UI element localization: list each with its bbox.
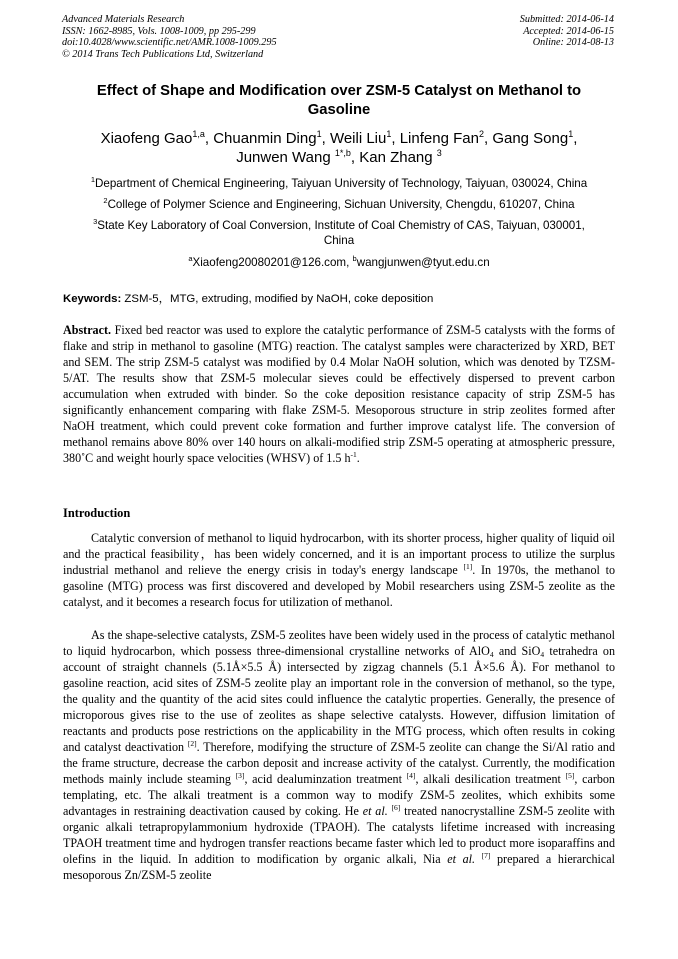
author-separator: , [391,130,400,147]
author-separator: , [350,149,360,166]
email-mark: b [352,254,357,263]
affiliation-text: State Key Laboratory of Coal Conversion, Institute of Coal Chemistry of CAS, Taiyuan, 030001, [97,219,585,232]
journal-header-right [520,14,614,49]
subscript: 4 [540,650,545,659]
affiliation-1 [60,177,618,192]
journal-name: Advanced Materials Research [62,14,185,25]
abstract-label: Abstract. [63,323,112,337]
citation-ref[interactable]: [4] [406,771,416,780]
author-affiliation-mark: 1 [568,129,574,139]
paragraph-text: and SiO [493,644,541,658]
affiliation-mark: 1 [90,175,95,184]
affiliation-2 [60,198,618,213]
paragraph-text: , carbon templating, etc. The alkali treatment is a common way to modify ZSM-5 zeolites, which exhibits some advantages in restraining deactivation caused by coking. He [63,772,615,818]
author-line [60,129,618,148]
accepted-date: Accepted: 2014-06-15 [523,25,614,37]
citation-ref[interactable]: [1] [463,562,473,571]
paper-title [60,82,618,120]
copyright-line: © 2014 Trans Tech Publications Ltd, Switzerland [62,48,264,60]
paragraph-text: prepared a hierarchical mesoporous Zn/ZSM-5 zeolite [63,852,615,882]
email-link[interactable]: Xiaofeng20080201@126.com, [192,256,353,269]
affiliation-line: China [323,233,355,247]
author-emails [60,256,618,271]
author-affiliation-mark: 1,a [192,129,205,139]
keywords-text: ZSM-5，MTG, extruding, modified by NaOH, coke deposition [121,293,434,305]
affiliation-3 [60,219,618,248]
unit-exponent: -1 [350,450,357,459]
author-list [60,129,618,167]
subscript: 4 [489,650,494,659]
intro-paragraph-1 [63,530,615,610]
paragraph-text: , acid dealuminzation treatment [244,772,407,786]
abstract-text: Fixed bed reactor was used to explore the catalytic performance of ZSM-5 catalysts with the forms of flake and strip in methanol to gasoline (MTG) reaction. The catalyst samples were characterized by XRD, BET and SEM. The strip ZSM-5 catalyst was modified by 0.4 Molar NaOH solution, which was denoted by TZSM-5/AT. The results show that ZSM-5 molecular sieves could be effectively dispersed to prevent carbon accumulation when extruded with binder. So the coke deposition resistance capacity of strip ZSM-5 has significantly enhancement comparing with flake ZSM-5. Mesoporous structure in strip zeolites formed after NaOH treatment, which could prevent coke formation and further improve catalyst life. The conversion of methanol remains above 80% over 140 hours on alkali-modified strip ZSM-5 operating at atmospheric pressure, 380˚C and weight hourly space velocities (WHSV) of 1.5 h [63,323,615,465]
citation-ref[interactable]: [6] [391,803,401,812]
author-separator: , [483,130,493,147]
citation-ref[interactable]: [5] [565,771,575,780]
keywords-label: Keywords: [63,293,122,305]
online-date: Online: 2014-08-13 [532,37,614,49]
affiliation-line [60,219,618,234]
author-line [60,148,618,167]
intro-paragraph-2 [63,627,615,883]
author-name: Junwen Wang [236,149,331,166]
issn-line: ISSN: 1662-8985, Vols. 1008-1009, pp 295-299 [62,25,256,37]
paragraph-text: treated nanocrystalline ZSM-5 zeolite with organic alkali tetrapropylammonium hydroxide (TPAOH). The catalysts lifetime increased with increasing TPAOH treatment time and hydrogen transfer reactions became faster which led to product more isoparaffins and olefins in the liquid. In addition to modification by organic alkali, Nia [63,804,615,866]
author-name: Linfeng Fan [399,130,479,147]
abstract-end: . [356,451,360,465]
author-affiliation-mark: 1 [386,129,392,139]
author-separator: , [321,130,330,147]
paragraph-text: Catalytic conversion of methanol to liquid hydrocarbon, with its shorter process, higher quality of liquid oil and the practical feasibility，has been widely concerned, and it is an important process to utilize the surplus industrial methanol and relieve the energy crisis in today's energy landscape [63,531,615,577]
affiliation-mark: 2 [103,196,108,205]
affiliation-text: College of Polymer Science and Engineering, Sichuan University, Chengdu, 610207, China [107,198,575,211]
author-affiliation-mark: 2 [478,129,484,139]
paragraph-text: . In 1970s, the methanol to gasoline (MTG) process was first discovered and developed by Mobil researchers using ZSM-5 zeolite as the catalyst, and it becomes a research focus for utilization of methanol. [63,563,615,609]
email-mark: a [188,254,193,263]
title-line: Gasoline [307,102,371,118]
paragraph-text: , alkali desilication treatment [415,772,566,786]
journal-header-left [62,14,277,60]
email-link[interactable]: wangjunwen@tyut.edu.cn [356,256,490,269]
et-al: et al. [447,852,475,866]
author-affiliation-mark: 3 [436,148,442,158]
doi-line[interactable]: doi:10.4028/www.scientific.net/AMR.1008-1009.295 [62,37,277,49]
author-name: Xiaofeng Gao [100,130,193,147]
affiliation-mark: 3 [93,217,98,226]
keywords [63,292,618,306]
section-heading-introduction: Introduction [63,506,131,520]
author-separator: , [204,130,214,147]
abstract [63,322,615,466]
et-al: et al. [362,804,388,818]
author-affiliation-mark: 1*,b [334,148,351,158]
paragraph-text: As the shape-selective catalysts, ZSM-5 zeolites have been widely used in the process of catalytic methanol to liquid hydrocarbon, which possess three-dimensional crystalline networks of AlO [63,628,615,658]
submitted-date: Submitted: 2014-06-14 [519,14,614,25]
paragraph-text: tetrahedra on account of straight channels (5.1Å×5.5 Å) intersected by zigzag channels (5.1 Å×5.6 Å). For methanol to gasoline reaction, acid sites of ZSM-5 zeolite play an important role in the conversion of methanol, so the type, the quality and the quantity of the acid sites could influence the catalytic properties. Generally, the presence of microporous gives rise to the use of zeolites as shape selective catalysts. However, diffusion limitation of reactants and products pose restrictions on the applicability in the MTG process, which often results in coking and catalyst deactivation [63,644,616,754]
author-name: Weili Liu [329,130,387,147]
author-name: Gang Song [492,130,569,147]
author-name: Kan Zhang [359,149,433,166]
author-affiliation-mark: 1 [316,129,322,139]
title-line: Effect of Shape and Modification over ZSM-5 Catalyst on Methanol to [96,83,582,99]
author-name: Chuanmin Ding [213,130,317,147]
affiliation-text: Department of Chemical Engineering, Taiyuan University of Technology, Taiyuan, 030024, China [95,177,588,190]
citation-ref[interactable]: [2] [187,739,197,748]
citation-ref[interactable]: [3] [235,771,245,780]
paragraph-text: . Therefore, modifying the structure of ZSM-5 zeolite can change the Si/Al ratio and the frame structure, decrease the carbon deposit and increase activity of the catalyst. Currently, the modification methods mainly include steaming [63,740,615,786]
citation-ref[interactable]: [7] [481,851,491,860]
author-separator: , [573,130,578,147]
